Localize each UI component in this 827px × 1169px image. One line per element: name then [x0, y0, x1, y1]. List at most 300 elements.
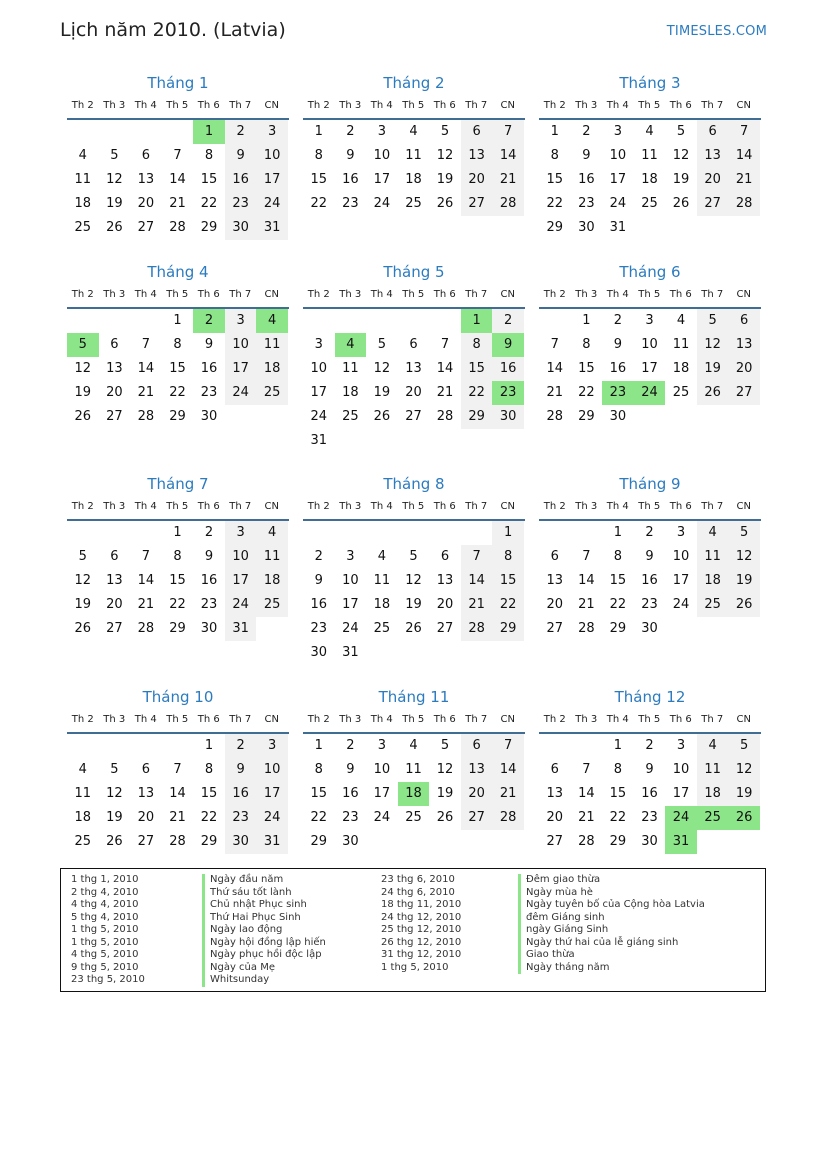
weekday-label: Th 3	[103, 100, 126, 111]
day-cell: 22	[200, 810, 218, 825]
weekday-label: Th 5	[638, 501, 661, 512]
day-cell: 3	[314, 337, 323, 352]
day-cell: 14	[461, 569, 493, 593]
day-cell: 3	[377, 124, 387, 139]
day-cell: 28	[169, 834, 186, 849]
day-cell: 29	[310, 834, 328, 849]
day-cell: 1	[173, 525, 182, 540]
day-cell: 4	[256, 521, 288, 545]
day-cell: 22	[609, 810, 627, 825]
day-cell: 13	[137, 786, 155, 801]
day-cell: 2	[613, 313, 623, 328]
empty-cell	[398, 309, 430, 333]
day-cell: 16	[641, 573, 658, 588]
day-cell: 4	[697, 521, 729, 545]
day-cell: 25	[74, 834, 92, 849]
day-cell: 22	[546, 196, 564, 211]
day-cell: 6	[461, 734, 493, 758]
weekday-label: Th 7	[229, 501, 252, 512]
month-title: Tháng 11	[378, 688, 450, 706]
day-cell: 22	[461, 381, 493, 405]
day-cell: 14	[169, 172, 186, 187]
day-cell: 19	[728, 782, 760, 806]
day-cell: 12	[74, 573, 92, 588]
day-cell: 18	[405, 172, 422, 187]
day-cell: 30	[225, 216, 257, 240]
day-cell: 10	[609, 148, 627, 163]
day-cell: 6	[110, 549, 119, 564]
weekday-label: Th 3	[339, 289, 362, 300]
legend-holiday-date: 1 thg 5, 2010	[71, 924, 139, 935]
day-cell: 23	[342, 196, 359, 211]
day-cell: 25	[697, 593, 729, 617]
day-cell: 2	[225, 734, 257, 758]
legend-holiday-date: 1 thg 5, 2010	[71, 936, 139, 948]
empty-cell	[571, 521, 603, 545]
day-cell: 30	[492, 405, 524, 429]
day-cell: 23	[200, 385, 218, 400]
holiday-day-cell: 24	[634, 381, 666, 405]
days-grid	[67, 734, 288, 854]
day-cell: 31	[609, 220, 627, 235]
legend-holiday-name: Ngày tháng năm	[518, 962, 705, 975]
day-cell: 8	[582, 337, 591, 352]
day-cell: 28	[137, 621, 155, 636]
day-cell: 1	[492, 521, 524, 545]
day-cell: 26	[373, 409, 391, 424]
day-cell: 18	[342, 385, 359, 400]
empty-cell	[366, 521, 398, 545]
day-cell: 3	[377, 738, 387, 753]
day-cell: 26	[697, 381, 729, 405]
day-cell: 2	[204, 525, 214, 540]
day-cell: 13	[106, 573, 123, 588]
day-cell: 5	[377, 337, 387, 352]
weekday-label: Th 4	[134, 714, 157, 725]
weekday-label: Th 3	[339, 100, 362, 111]
weekday-label: Th 4	[370, 289, 393, 300]
empty-cell	[162, 734, 194, 758]
day-cell: 10	[256, 144, 288, 168]
weekday-header	[67, 708, 289, 734]
day-cell: 22	[310, 196, 328, 211]
day-cell: 23	[225, 192, 257, 216]
day-cell: 16	[342, 172, 359, 187]
day-cell: 11	[342, 361, 359, 376]
month-block	[303, 473, 525, 665]
empty-cell	[99, 309, 131, 333]
day-cell: 2	[314, 549, 323, 564]
day-cell: 22	[310, 810, 328, 825]
day-cell: 11	[256, 545, 288, 569]
weekday-header	[303, 495, 525, 521]
day-cell: 21	[578, 810, 595, 825]
day-cell: 15	[310, 172, 328, 187]
day-cell: 17	[310, 385, 328, 400]
day-cell: 17	[373, 786, 391, 801]
weekday-header	[67, 495, 289, 521]
day-cell: 19	[405, 597, 422, 612]
legend-holiday-name: Ngày phục hồi độc lập	[202, 949, 326, 962]
legend-holiday-date: 31 thg 12, 2010	[381, 949, 462, 960]
day-cell: 27	[106, 621, 123, 636]
weekday-label: Th 6	[433, 100, 456, 111]
day-cell: 20	[728, 357, 760, 381]
month-block	[67, 686, 289, 854]
weekday-label: CN	[736, 289, 751, 300]
day-cell: 17	[225, 569, 257, 593]
holiday-day-cell: 2	[193, 309, 225, 333]
weekday-label: CN	[500, 501, 515, 512]
weekday-label: Th 4	[370, 714, 393, 725]
day-cell: 11	[672, 337, 690, 352]
holiday-day-cell: 9	[492, 333, 524, 357]
page-title: Lịch năm 2010. (Latvia)	[60, 19, 286, 41]
day-cell: 9	[225, 758, 257, 782]
legend-holiday-date: 25 thg 12, 2010	[381, 924, 462, 935]
holiday-day-cell: 26	[728, 806, 760, 830]
day-cell: 19	[106, 810, 123, 825]
weekday-label: Th 2	[543, 501, 566, 512]
days-grid	[539, 734, 760, 854]
day-cell: 27	[461, 192, 493, 216]
day-cell: 13	[728, 333, 760, 357]
day-cell: 2	[645, 738, 654, 753]
weekday-label: Th 2	[71, 501, 94, 512]
legend-holiday-name: Ngày tuyên bố của Cộng hòa Latvia	[518, 899, 705, 912]
weekday-label: Th 5	[638, 289, 661, 300]
day-cell: 7	[582, 762, 591, 777]
legend-holiday-date: 23 thg 6, 2010	[381, 874, 455, 885]
day-cell: 17	[672, 786, 690, 801]
day-cell: 24	[225, 381, 257, 405]
day-cell: 12	[373, 361, 391, 376]
empty-cell	[539, 309, 571, 333]
weekday-label: CN	[736, 100, 751, 111]
weekday-label: Th 6	[197, 714, 220, 725]
legend-holiday-name: ngày Giáng Sinh	[518, 924, 705, 937]
day-cell: 7	[550, 337, 559, 352]
day-cell: 25	[342, 409, 359, 424]
days-grid	[539, 521, 760, 641]
day-cell: 25	[405, 810, 422, 825]
weekday-header	[67, 283, 289, 309]
weekday-label: Th 3	[103, 501, 126, 512]
weekday-label: CN	[264, 714, 279, 725]
day-cell: 22	[492, 593, 524, 617]
legend-holiday-name: Thứ sáu tốt lành	[202, 887, 326, 900]
day-cell: 25	[256, 381, 288, 405]
day-cell: 18	[256, 569, 288, 593]
day-cell: 5	[440, 738, 450, 753]
day-cell: 20	[137, 196, 155, 211]
weekday-label: Th 7	[701, 289, 724, 300]
day-cell: 15	[609, 786, 627, 801]
day-cell: 22	[169, 597, 186, 612]
day-cell: 7	[582, 549, 591, 564]
empty-cell	[303, 309, 335, 333]
day-cell: 2	[645, 525, 654, 540]
day-cell: 26	[436, 196, 454, 211]
weekday-header	[303, 283, 525, 309]
day-cell: 19	[436, 786, 454, 801]
weekday-label: Th 3	[339, 501, 362, 512]
day-cell: 24	[373, 810, 391, 825]
day-cell: 9	[346, 148, 355, 163]
day-cell: 8	[204, 762, 214, 777]
day-cell: 25	[373, 621, 391, 636]
weekday-label: Th 5	[166, 501, 189, 512]
day-cell: 6	[697, 120, 729, 144]
day-cell: 6	[141, 762, 151, 777]
weekday-label: Th 5	[402, 289, 425, 300]
day-cell: 20	[106, 385, 123, 400]
day-cell: 10	[342, 573, 359, 588]
day-cell: 6	[550, 549, 559, 564]
weekday-label: Th 3	[575, 100, 598, 111]
weekday-label: Th 6	[669, 714, 692, 725]
weekday-label: Th 2	[307, 714, 330, 725]
day-cell: 2	[346, 738, 355, 753]
month-block	[303, 686, 525, 854]
weekday-label: Th 6	[433, 289, 456, 300]
day-cell: 14	[578, 786, 595, 801]
day-cell: 18	[256, 357, 288, 381]
month-block	[539, 261, 761, 429]
day-cell: 30	[578, 220, 595, 235]
weekday-label: Th 2	[307, 100, 330, 111]
day-cell: 29	[609, 834, 627, 849]
weekday-header	[303, 708, 525, 734]
day-cell: 25	[641, 196, 658, 211]
day-cell: 29	[461, 405, 493, 429]
day-cell: 17	[641, 361, 658, 376]
day-cell: 28	[728, 192, 760, 216]
day-cell: 22	[609, 597, 627, 612]
holiday-day-cell: 25	[697, 806, 729, 830]
day-cell: 2	[346, 124, 355, 139]
day-cell: 26	[728, 593, 760, 617]
brand-link[interactable]: TIMESLES.COM	[666, 24, 767, 39]
day-cell: 11	[256, 333, 288, 357]
month-title: Tháng 10	[142, 688, 214, 706]
day-cell: 17	[225, 357, 257, 381]
weekday-label: CN	[500, 100, 515, 111]
legend-names-col1	[202, 874, 326, 987]
weekday-label: Th 4	[134, 289, 157, 300]
legend-holiday-date: 24 thg 6, 2010	[381, 886, 455, 898]
legend-holiday-name: đêm Giáng sinh	[518, 912, 705, 925]
day-cell: 5	[440, 124, 450, 139]
weekday-label: Th 5	[402, 501, 425, 512]
weekday-label: Th 5	[402, 100, 425, 111]
day-cell: 4	[676, 313, 686, 328]
day-cell: 21	[728, 168, 760, 192]
day-cell: 11	[74, 786, 92, 801]
day-cell: 25	[256, 593, 288, 617]
day-cell: 5	[697, 309, 729, 333]
month-block	[67, 473, 289, 641]
day-cell: 23	[641, 597, 658, 612]
day-cell: 31	[342, 645, 359, 660]
weekday-label: Th 6	[669, 100, 692, 111]
day-cell: 16	[641, 786, 658, 801]
day-cell: 7	[173, 762, 182, 777]
month-title: Tháng 6	[619, 263, 681, 281]
day-cell: 26	[106, 834, 123, 849]
legend-holiday-date: 23 thg 5, 2010	[71, 974, 145, 985]
day-cell: 3	[225, 309, 257, 333]
empty-cell	[429, 309, 461, 333]
day-cell: 27	[137, 220, 155, 235]
day-cell: 29	[169, 409, 186, 424]
day-cell: 23	[225, 806, 257, 830]
day-cell: 1	[314, 124, 323, 139]
day-cell: 18	[373, 597, 391, 612]
day-cell: 20	[546, 810, 564, 825]
day-cell: 29	[578, 409, 595, 424]
day-cell: 8	[550, 148, 559, 163]
weekday-label: Th 7	[229, 100, 252, 111]
holiday-legend	[60, 868, 766, 992]
day-cell: 4	[697, 734, 729, 758]
weekday-label: Th 3	[103, 714, 126, 725]
day-cell: 28	[492, 806, 524, 830]
day-cell: 9	[645, 549, 654, 564]
legend-holiday-name: Giao thừa	[518, 949, 705, 962]
empty-cell	[130, 734, 162, 758]
day-cell: 14	[546, 361, 564, 376]
day-cell: 27	[546, 834, 564, 849]
day-cell: 20	[697, 168, 729, 192]
day-cell: 9	[582, 148, 591, 163]
weekday-label: Th 2	[71, 289, 94, 300]
legend-holiday-name: Chủ nhật Phục sinh	[202, 899, 326, 912]
holiday-day-cell: 1	[461, 309, 493, 333]
month-title: Tháng 7	[147, 475, 209, 493]
legend-holiday-date: 18 thg 11, 2010	[381, 899, 462, 910]
weekday-label: Th 6	[197, 100, 220, 111]
weekday-label: CN	[500, 289, 515, 300]
day-cell: 9	[314, 573, 323, 588]
day-cell: 28	[436, 409, 454, 424]
day-cell: 30	[342, 834, 359, 849]
day-cell: 24	[256, 192, 288, 216]
weekday-label: Th 6	[433, 714, 456, 725]
empty-cell	[539, 521, 571, 545]
day-cell: 9	[204, 549, 214, 564]
holiday-day-cell: 31	[665, 830, 697, 854]
day-cell: 8	[314, 762, 323, 777]
day-cell: 1	[613, 525, 623, 540]
day-cell: 4	[409, 738, 418, 753]
month-block	[539, 686, 761, 854]
day-cell: 27	[137, 834, 155, 849]
day-cell: 16	[342, 786, 359, 801]
day-cell: 8	[461, 333, 493, 357]
day-cell: 1	[550, 124, 559, 139]
day-cell: 3	[613, 124, 623, 139]
day-cell: 28	[492, 192, 524, 216]
day-cell: 7	[728, 120, 760, 144]
day-cell: 18	[74, 810, 92, 825]
day-cell: 8	[173, 549, 182, 564]
day-cell: 31	[310, 433, 328, 448]
holiday-day-cell: 4	[256, 309, 288, 333]
day-cell: 16	[225, 782, 257, 806]
day-cell: 18	[74, 196, 92, 211]
month-block	[303, 72, 525, 216]
day-cell: 20	[461, 168, 493, 192]
day-cell: 16	[310, 597, 328, 612]
day-cell: 11	[74, 172, 92, 187]
weekday-label: Th 4	[606, 100, 629, 111]
weekday-label: Th 2	[307, 501, 330, 512]
day-cell: 21	[578, 597, 595, 612]
day-cell: 29	[546, 220, 564, 235]
day-cell: 22	[169, 385, 186, 400]
month-title: Tháng 12	[614, 688, 686, 706]
day-cell: 10	[373, 148, 391, 163]
day-cell: 10	[373, 762, 391, 777]
holiday-day-cell: 4	[335, 333, 367, 357]
day-cell: 11	[697, 545, 729, 569]
legend-holiday-name: Ngày lao động	[202, 924, 326, 937]
days-grid	[303, 734, 524, 854]
month-title: Tháng 2	[383, 74, 445, 92]
days-grid	[303, 309, 524, 453]
legend-holiday-date: 1 thg 1, 2010	[71, 874, 139, 885]
day-cell: 13	[436, 573, 454, 588]
weekday-label: CN	[264, 289, 279, 300]
day-cell: 14	[137, 361, 155, 376]
empty-cell	[303, 521, 335, 545]
weekday-label: Th 7	[701, 100, 724, 111]
legend-holiday-name: Whitsunday	[202, 974, 326, 987]
day-cell: 18	[672, 361, 690, 376]
empty-cell	[539, 734, 571, 758]
weekday-label: Th 4	[134, 501, 157, 512]
day-cell: 17	[342, 597, 359, 612]
holiday-day-cell: 1	[193, 120, 225, 144]
day-cell: 10	[310, 361, 328, 376]
month-title: Tháng 1	[147, 74, 209, 92]
day-cell: 20	[461, 782, 493, 806]
day-cell: 12	[728, 758, 760, 782]
day-cell: 22	[578, 385, 595, 400]
day-cell: 28	[461, 617, 493, 641]
day-cell: 6	[461, 120, 493, 144]
day-cell: 27	[546, 621, 564, 636]
day-cell: 7	[492, 120, 524, 144]
day-cell: 12	[106, 172, 123, 187]
day-cell: 24	[672, 597, 690, 612]
day-cell: 9	[346, 762, 355, 777]
day-cell: 28	[578, 621, 595, 636]
weekday-header	[539, 283, 761, 309]
day-cell: 13	[106, 361, 123, 376]
day-cell: 1	[314, 738, 323, 753]
day-cell: 8	[613, 762, 623, 777]
day-cell: 15	[461, 357, 493, 381]
day-cell: 1	[613, 738, 623, 753]
day-cell: 15	[310, 786, 328, 801]
day-cell: 15	[200, 786, 218, 801]
weekday-label: Th 6	[433, 501, 456, 512]
day-cell: 5	[409, 549, 418, 564]
day-cell: 16	[578, 172, 595, 187]
weekday-label: Th 2	[71, 714, 94, 725]
